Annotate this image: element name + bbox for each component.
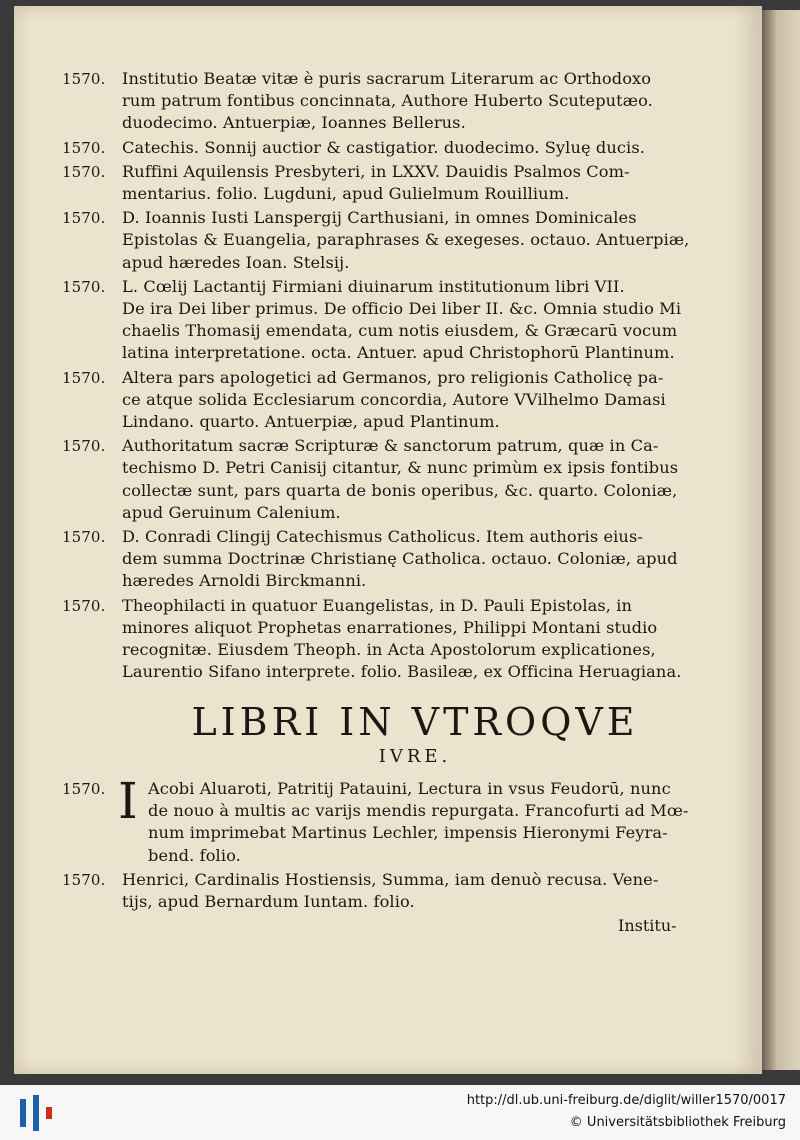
entry-line: chaelis Thomasij emendata, cum notis eiusdem, & Græcarū vocum	[122, 321, 678, 341]
entry-year: 1570.	[62, 368, 106, 387]
bibliography-entry	[62, 207, 698, 274]
bibliography-entry	[62, 869, 698, 913]
entry-line: minores aliquot Prophetas enarrationes, Philippi Montani studio	[122, 617, 658, 637]
entry-year: 1570.	[62, 596, 106, 615]
bibliography-entry	[62, 137, 698, 159]
entry-year: 1570.	[62, 209, 106, 228]
entry-year: 1570.	[62, 528, 106, 547]
entry-line: D. Ioannis Iusti Lanspergij Carthusiani, in omnes Dominicales	[122, 208, 637, 228]
entry-line: dem summa Doctrinæ Christianę Catholica. octauo. Coloniæ, apud	[122, 549, 678, 569]
entries-list-top	[62, 68, 698, 685]
entry-line: D. Conradi Clingij Catechismus Catholicus. Item authoris eius-	[122, 527, 643, 547]
entry-line: latina interpretatione. octa. Antuer. apud Christophorū Plantinum.	[122, 343, 675, 363]
entry-line: ce atque solida Ecclesiarum concordia, Autore VVilhelmo Damasi	[122, 389, 666, 409]
entry-year: 1570.	[62, 870, 106, 889]
entry-line: Authoritatum sacræ Scripturæ & sanctorum patrum, quæ in Ca-	[122, 436, 659, 456]
ub-freiburg-logo-icon	[16, 1093, 56, 1133]
bibliography-entry	[62, 161, 698, 205]
section-title: LIBRI IN VTROQVE	[191, 700, 639, 744]
entry-line: Acobi Aluaroti, Patritij Patauini, Lectura in vsus Feudorū, nunc	[148, 779, 671, 798]
bibliography-entry	[62, 772, 698, 867]
viewer-footer	[0, 1085, 800, 1140]
entry-line: Laurentio Sifano interprete. folio. Basileæ, ex Officina Heruagiana.	[122, 662, 682, 682]
next-page-edge	[762, 10, 800, 1070]
entry-line: techismo D. Petri Canisij citantur, & nunc primùm ex ipsis fontibus	[122, 458, 679, 478]
entry-year: 1570.	[62, 780, 106, 798]
entry-year: 1570.	[62, 277, 106, 296]
entry-line: Ruffini Aquilensis Presbyteri, in LXXV. Dauidis Psalmos Com-	[122, 161, 630, 181]
entry-line: num imprimebat Martinus Lechler, impensis Hieronymi Feyra-	[148, 823, 668, 843]
permalink-url[interactable]: http://dl.ub.uni-freiburg.de/diglit/willer1570/0017	[466, 1093, 786, 1108]
entry-line: De ira Dei liber primus. De officio Dei liber II. &c. Omnia studio Mi	[122, 299, 682, 319]
entry-line: Altera pars apologetici ad Germanos, pro religionis Catholicę pa-	[122, 367, 664, 387]
section-subtitle: IVRE.	[378, 746, 452, 767]
entry-line: Lindano. quarto. Antuerpiæ, apud Plantinum.	[122, 412, 500, 432]
entry-line: Henrici, Cardinalis Hostiensis, Summa, iam denuò recusa. Vene-	[122, 869, 659, 889]
entry-year: 1570.	[62, 70, 106, 88]
entry-line: hæredes Arnoldi Birckmanni.	[122, 571, 367, 591]
entry-line: Theophilacti in quatuor Euangelistas, in D. Pauli Epistolas, in	[122, 595, 633, 615]
bibliography-entry	[62, 595, 698, 684]
bibliography-entry	[62, 367, 698, 434]
entry-line: Epistolas & Euangelia, paraphrases & exegeses. octauo. Antuerpiæ,	[122, 230, 690, 250]
entry-line: de nouo à multis ac varijs mendis repurgata. Francofurti ad Mœ-	[148, 801, 689, 821]
entry-line: Institutio Beatæ vitæ è puris sacrarum Literarum ac Orthodoxo	[122, 69, 652, 88]
entry-line: apud hæredes Ioan. Stelsij.	[122, 252, 350, 272]
catchword: Institu-	[618, 916, 677, 935]
bibliography-entry	[62, 526, 698, 593]
entry-line: apud Geruinum Calenium.	[122, 502, 341, 522]
entry-line: bend. folio.	[148, 845, 241, 865]
copyright-notice: © Universitätsbibliothek Freiburg	[569, 1115, 786, 1130]
entry-line: mentarius. folio. Lugduni, apud Gulielmum Rouillium.	[122, 184, 570, 204]
entries-list-bottom	[62, 772, 698, 915]
entry-line: collectæ sunt, pars quarta de bonis operibus, &c. quarto. Coloniæ,	[122, 480, 678, 500]
entry-year: 1570.	[62, 138, 106, 157]
drop-cap: I	[118, 772, 138, 830]
entry-line: duodecimo. Antuerpiæ, Ioannes Bellerus.	[122, 113, 466, 133]
bibliography-entry	[62, 435, 698, 524]
entry-line: Catechis. Sonnij auctior & castigatior. duodecimo. Syluę ducis.	[122, 137, 645, 157]
bibliography-entry	[62, 276, 698, 365]
entry-year: 1570.	[62, 437, 106, 456]
entry-line: L. Cœlij Lactantij Firmiani diuinarum institutionum libri VII.	[122, 276, 625, 296]
entry-line: rum patrum fontibus concinnata, Authore Huberto Scuteputæo.	[122, 91, 653, 111]
entry-year: 1570.	[62, 162, 106, 181]
bibliography-entry	[62, 68, 698, 135]
entry-line: recognitæ. Eiusdem Theoph. in Acta Apostolorum explicationes,	[122, 640, 656, 660]
entry-line: tijs, apud Bernardum Iuntam. folio.	[122, 892, 415, 912]
